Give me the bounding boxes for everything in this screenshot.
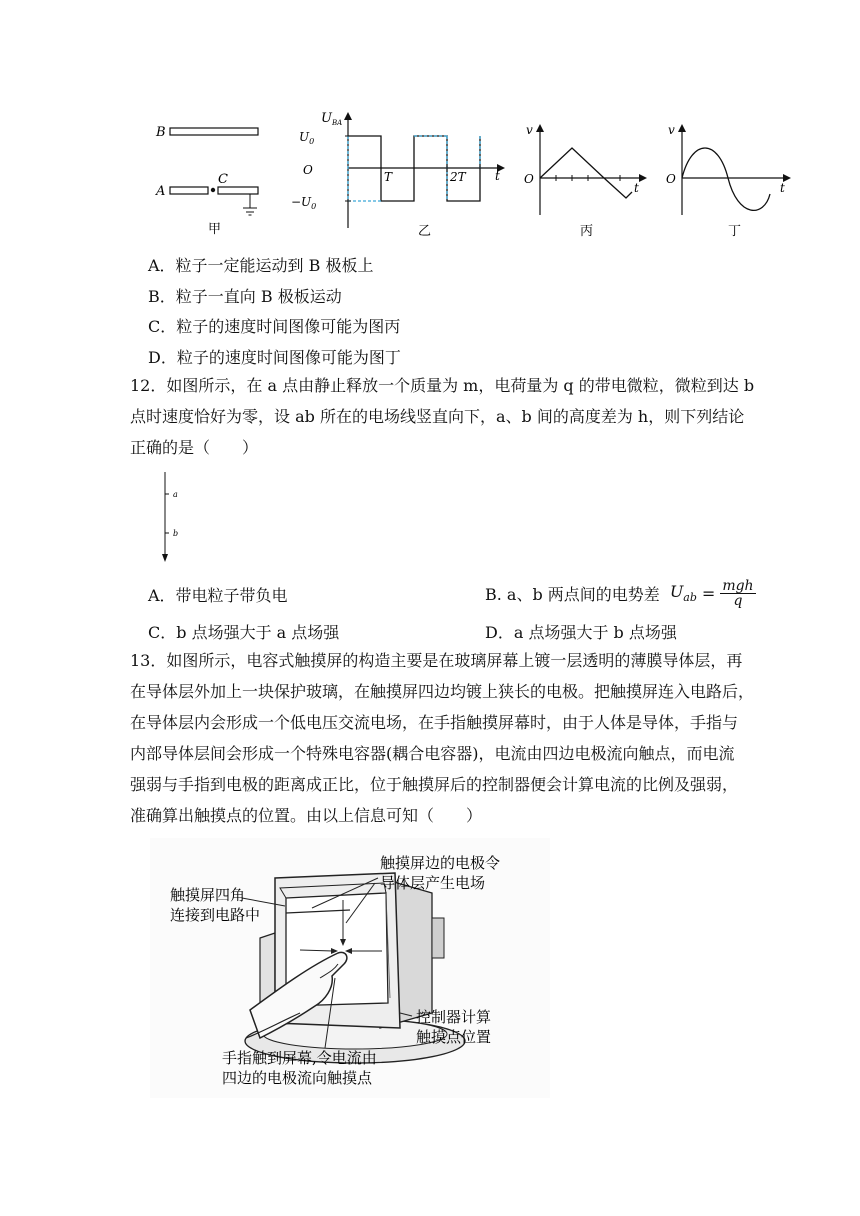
u0-label: U bbox=[299, 130, 310, 144]
t-label: t bbox=[634, 181, 639, 195]
label-bottom-2: 四边的电极流向触摸点 bbox=[222, 1069, 373, 1087]
origin-label: O bbox=[524, 172, 534, 186]
q13-line-5: 强弱与手指到电极的距离成正比，位于触摸屏后的控制器便会计算电流的比例及强弱， bbox=[130, 775, 739, 794]
q12-line-3: 正确的是（ ） bbox=[130, 438, 259, 457]
q11-option-a: A．粒子一定能运动到 B 极板上 bbox=[148, 256, 374, 275]
svg-text:−U0: $-U_0$ bbox=[291, 195, 317, 211]
origin-label: O bbox=[303, 163, 313, 177]
particle-dot bbox=[211, 188, 215, 192]
figure-bing bbox=[520, 120, 655, 238]
q13-line-4: 内部导体层间会形成一个特殊电容器(耦合电容器)，电流由四边电极流向触点，而电流 bbox=[130, 744, 735, 763]
q11-option-b: B．粒子一直向 B 极板运动 bbox=[148, 287, 342, 306]
label-left-1: 触摸屏四角 bbox=[170, 886, 246, 904]
figure-field-line bbox=[155, 470, 195, 566]
q12-option-b bbox=[485, 576, 756, 610]
t-label: t bbox=[780, 181, 785, 195]
label-b: b bbox=[173, 529, 179, 538]
caption-yi: 乙 bbox=[418, 224, 432, 238]
caption-jia: 甲 bbox=[208, 222, 222, 237]
q11-option-c: C．粒子的速度时间图像可能为图丙 bbox=[148, 317, 401, 336]
label-a: a bbox=[173, 490, 178, 499]
plate-b bbox=[170, 128, 258, 135]
plate-c bbox=[218, 187, 258, 194]
v-label: v bbox=[526, 123, 533, 137]
y-axis-sub: BA bbox=[331, 119, 343, 127]
label-c: C bbox=[218, 172, 228, 187]
figure-touchscreen bbox=[150, 838, 550, 1098]
label-left-2: 连接到电路中 bbox=[170, 906, 261, 924]
figure-ding bbox=[662, 120, 797, 238]
label-bottom-1: 手指触到屏幕,令电流由 bbox=[222, 1049, 377, 1067]
label-b: B bbox=[156, 125, 166, 140]
q11-option-d: D．粒子的速度时间图像可能为图丁 bbox=[148, 348, 401, 367]
svg-text:UBA bbox=[321, 111, 342, 127]
figure-jia bbox=[150, 118, 270, 238]
figure-yi bbox=[285, 108, 510, 238]
formula-lhs: $U_{ab}$ bbox=[669, 581, 697, 605]
plate-a bbox=[170, 187, 208, 194]
caption-bing: 丙 bbox=[580, 224, 594, 238]
label-top-2: 导体层产生电场 bbox=[380, 874, 486, 892]
label-right-1: 控制器计算 bbox=[416, 1008, 492, 1026]
q13-line-6: 准确算出触摸点的位置。由以上信息可知（ ） bbox=[130, 806, 483, 825]
q13-line-1: 13．如图所示，电容式触摸屏的构造主要是在玻璃屏幕上镀一层透明的薄膜导体层，再 bbox=[130, 651, 743, 670]
tick-T: T bbox=[384, 170, 393, 184]
q12-option-c: C．b 点场强大于 a 点场强 bbox=[148, 623, 340, 642]
origin-label: O bbox=[666, 172, 676, 186]
neg-u0-label: −U bbox=[291, 195, 312, 209]
q12-line-1: 12．如图所示，在 a 点由静止释放一个质量为 m，电荷量为 q 的带电微粒，微粒到达 b bbox=[130, 376, 755, 395]
v-label: v bbox=[668, 123, 675, 137]
q12-option-a: A．带电粒子带负电 bbox=[148, 586, 288, 605]
q12-option-d: D．a 点场强大于 b 点场强 bbox=[485, 623, 677, 642]
label-right-2: 触摸点位置 bbox=[416, 1028, 492, 1046]
y-axis-label: U bbox=[321, 111, 332, 126]
q12-line-2: 点时速度恰好为零，设 ab 所在的电场线竖直向下，a、b 间的高度差为 h，则下列结论 bbox=[130, 407, 745, 426]
svg-text:U0: $U_0$ bbox=[299, 130, 315, 146]
label-top-1: 触摸屏边的电极令 bbox=[380, 854, 501, 872]
q13-line-2: 在导体层外加上一块保护玻璃，在触摸屏四边均镀上狭长的电极。把触摸屏连入电路后， bbox=[130, 682, 755, 701]
caption-ding: 丁 bbox=[728, 224, 742, 238]
formula-fraction: $\frac{\text{mgh}}{q}$ bbox=[722, 577, 754, 609]
t-axis-label: t bbox=[495, 169, 500, 183]
tick-2T: 2T bbox=[450, 170, 466, 184]
label-a: A bbox=[156, 184, 166, 199]
q12-option-b-text: B. a、b 两点间的电势差 bbox=[485, 584, 660, 604]
formula-eq: = bbox=[701, 583, 716, 603]
q13-line-3: 在导体层内会形成一个低电压交流电场，在手指触摸屏幕时，由于人体是导体，手指与 bbox=[130, 713, 739, 732]
